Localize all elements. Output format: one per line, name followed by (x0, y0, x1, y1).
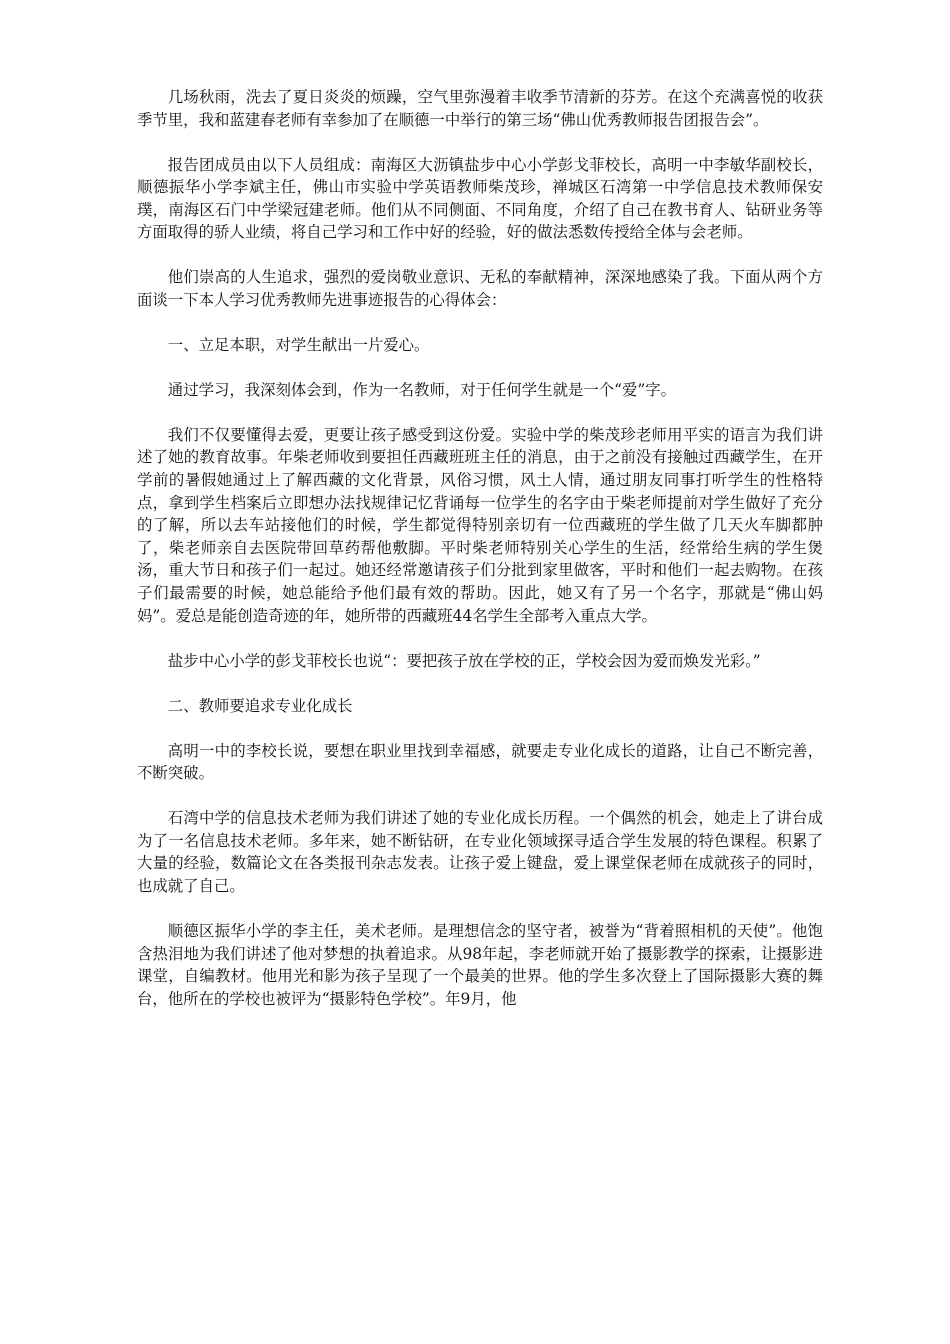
document-page (137, 86, 823, 1033)
paragraph-members: 报告团成员由以下人员组成：南海区大沥镇盐步中心小学彭戈菲校长，高明一中李敏华副校长，顺德振华小学李斌主任，佛山市实验中学英语教师柴茂珍，禅城区石湾第一中学信息技术教师保安璞，南海区石门中学梁冠建老师。他们从不同侧面、不同角度，介绍了自己在教书育人、钻研业务等方面取得的骄人业绩，将自己学习和工作中好的经验，好的做法悉数传授给全体与会老师。 (137, 155, 823, 242)
paragraph-inspiration: 他们崇高的人生追求，强烈的爱岗敬业意识、无私的奉献精神，深深地感染了我。下面从两个方面谈一下本人学习优秀教师先进事迹报告的心得体会： (137, 268, 823, 309)
paragraph-peng-quote: 盐步中心小学的彭戈菲校长也说“：要把孩子放在学校的正，学校会因为爱而焕发光彩。” (167, 651, 761, 670)
section-heading-professional: 二、教师要追求专业化成长 (167, 696, 353, 715)
paragraph-li-principal: 高明一中的李校长说，要想在职业里找到幸福感，就要走专业化成长的道路，让自己不断完善，不断突破。 (137, 741, 823, 783)
paragraph-love-summary: 通过学习，我深刻体会到，作为一名教师，对于任何学生就是一个“爱”字。 (167, 380, 677, 399)
section-heading-love: 一、立足本职，对学生献出一片爱心。 (167, 335, 430, 354)
paragraph-intro: 几场秋雨，洗去了夏日炎炎的烦躁，空气里弥漫着丰收季节清新的芬芳。在这个充满喜悦的收获季节里，我和蓝建春老师有幸参加了在顺德一中举行的第三场“佛山优秀教师报告团报告会”。 (137, 88, 823, 129)
paragraph-chai-story: 我们不仅要懂得去爱，更要让孩子感受到这份爱。实验中学的柴茂珍老师用平实的语言为我们讲述了她的教育故事。年柴老师收到要担任西藏班班主任的消息，由于之前没有接触过西藏学生，在开学前的暑假她通过上了解西藏的文化背景，风俗习惯，风土人情，通过朋友同事打听学生的性格特点，拿到学生档案后立即想办法找规律记忆背诵每一位学生的名字由于柴老师提前对学生做好了充分的了解，所以去车站接他们的时候，学生都觉得特别亲切有一位西藏班的学生做了几天火车脚都肿了，柴老师亲自去医院带回草药帮他敷脚。平时柴老师特别关心学生的生活，经常给生病的学生煲汤，重大节日和孩子们一起过。她还经常邀请孩子们分批到家里做客，平时和他们一起去购物。在孩子们最需要的时候，她总能给予他们最有效的帮助。因此，她又有了另一个名字，那就是“佛山妈妈”。爱总是能创造奇迹的年，她所带的西藏班44名学生全部考入重点大学。 (137, 425, 823, 625)
paragraph-it-teacher: 石湾中学的信息技术老师为我们讲述了她的专业化成长历程。一个偶然的机会，她走上了讲台成为了一名信息技术老师。多年来，她不断钻研，在专业化领域探寻适合学生发展的特色课程。积累了大量的经验，数篇论文在各类报刊杂志发表。让孩子爱上键盘，爱上课堂保老师在成就孩子的同时，也成就了自己。 (137, 809, 823, 895)
paragraph-art-teacher: 顺德区振华小学的李主任，美术老师。是理想信念的坚守者，被誉为“背着照相机的天使”。他饱含热泪地为我们讲述了他对梦想的执着追求。从98年起，李老师就开始了摄影教学的探索，让摄影进课堂，自编教材。他用光和影为孩子呈现了一个最美的世界。他的学生多次登上了国际摄影大赛的舞台，他所在的学校也被评为“摄影特色学校”。年9月，他 (137, 921, 823, 1008)
